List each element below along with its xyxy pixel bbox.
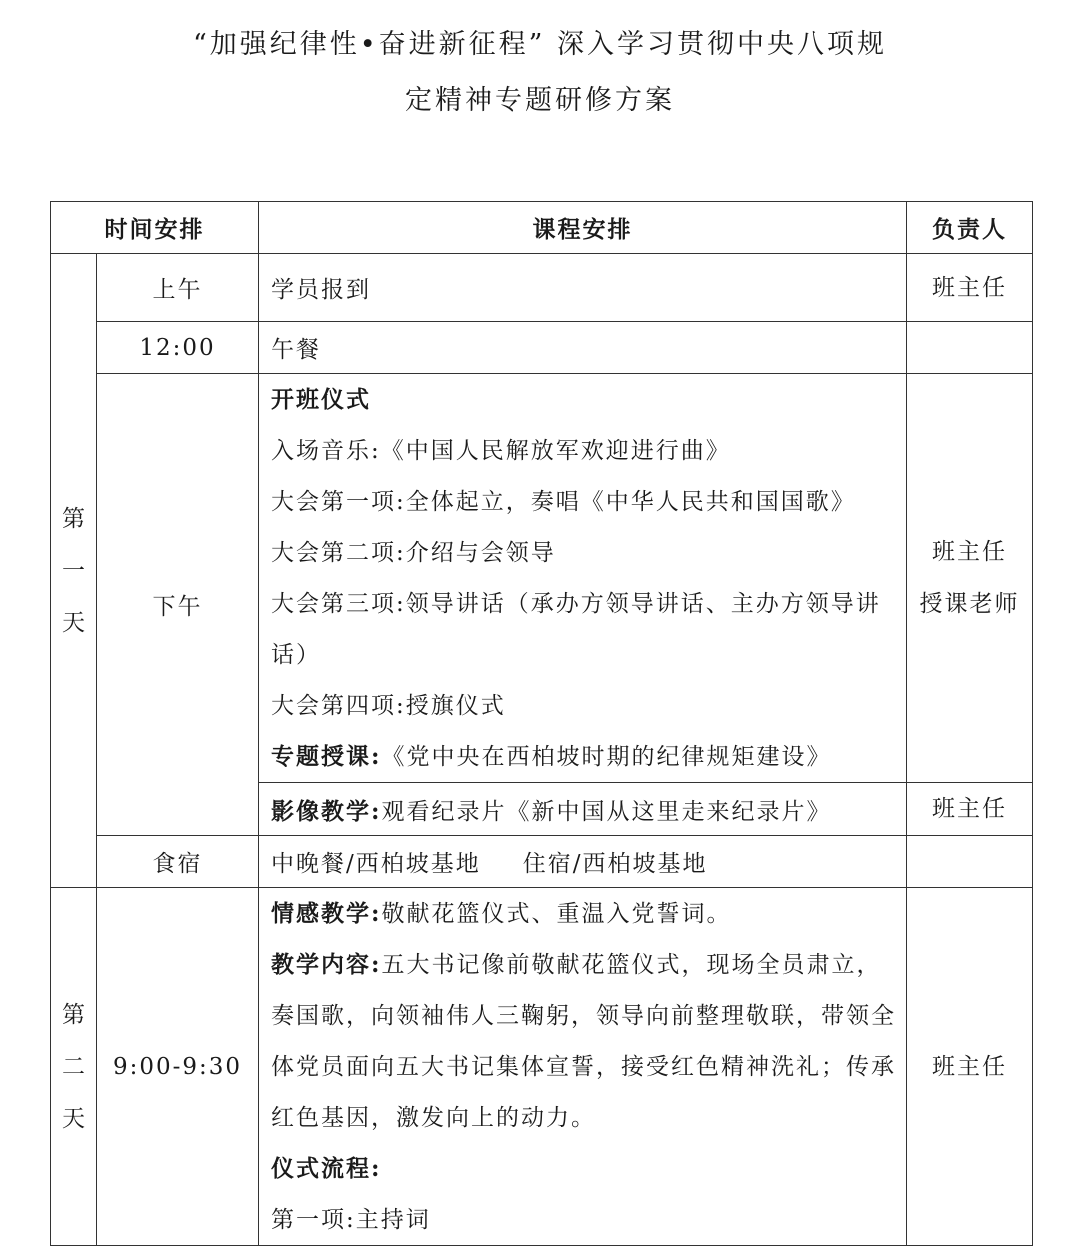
table-row bbox=[51, 374, 1033, 783]
course-cell bbox=[259, 374, 907, 783]
time-cell: 食宿 bbox=[97, 836, 259, 888]
time-cell: 9:00-9:30 bbox=[97, 888, 259, 1246]
course-line: 大会第三项:领导讲话（承办方领导讲话、主办方领导讲 bbox=[271, 591, 881, 617]
schedule-table bbox=[50, 201, 1033, 1246]
course-line: 体党员面向五大书记集体宣誓，接受红色精神洗礼；传承 bbox=[271, 1054, 896, 1080]
course-cell: 学员报到 bbox=[259, 254, 907, 322]
course-cell: 中晚餐/西柏坡基地 住宿/西柏坡基地 bbox=[259, 836, 907, 888]
responsible-cell bbox=[907, 836, 1033, 888]
course-line: 大会第二项:介绍与会领导 bbox=[271, 540, 556, 566]
time-cell: 12:00 bbox=[97, 322, 259, 374]
document-title-line-2: 定精神专题研修方案 bbox=[405, 85, 675, 116]
course-line: 奏国歌，向领袖伟人三鞠躬，领导向前整理敬联，带领全 bbox=[271, 1003, 896, 1029]
responsible-cell: 班主任 bbox=[907, 783, 1033, 836]
responsible-cell: 班主任 bbox=[907, 254, 1033, 322]
course-cell bbox=[259, 888, 907, 1246]
table-row bbox=[51, 322, 1033, 374]
course-line: 大会第四项:授旗仪式 bbox=[271, 693, 506, 719]
responsible-cell bbox=[907, 322, 1033, 374]
table-row bbox=[51, 836, 1033, 888]
course-line: 入场音乐:《中国人民解放军欢迎进行曲》 bbox=[271, 438, 731, 464]
table-header-row bbox=[51, 202, 1033, 254]
time-cell: 上午 bbox=[97, 254, 259, 322]
document-title-line-1: “加强纪律性•奋进新征程” 深入学习贯彻中央八项规 bbox=[192, 29, 888, 60]
course-line: 话） bbox=[271, 642, 321, 668]
day-1-label: 第 一 天 bbox=[51, 254, 97, 888]
course-line: 开班仪式 bbox=[271, 386, 371, 413]
course-line: 情感教学:敬献花篮仪式、重温入党誓词。 bbox=[271, 900, 732, 927]
course-line: 教学内容:五大书记像前敬献花篮仪式，现场全员肃立， bbox=[271, 951, 882, 978]
course-line: 红色基因，激发向上的动力。 bbox=[271, 1105, 596, 1131]
course-line: 第一项:主持词 bbox=[271, 1207, 431, 1233]
header-time: 时间安排 bbox=[51, 202, 259, 254]
table-row bbox=[51, 254, 1033, 322]
course-cell: 影像教学:观看纪录片《新中国从这里走来纪录片》 bbox=[259, 783, 907, 836]
course-line: 仪式流程: bbox=[271, 1155, 382, 1182]
course-line: 大会第一项:全体起立，奏唱《中华人民共和国国歌》 bbox=[271, 489, 856, 515]
time-cell: 下午 bbox=[97, 374, 259, 836]
header-responsible: 负责人 bbox=[907, 202, 1033, 254]
course-line: 专题授课:《党中央在西柏坡时期的纪律规矩建设》 bbox=[271, 743, 832, 770]
course-cell: 午餐 bbox=[259, 322, 907, 374]
responsible-cell: 班主任 授课老师 bbox=[907, 374, 1033, 783]
responsible-cell: 班主任 bbox=[907, 888, 1033, 1246]
header-course: 课程安排 bbox=[259, 202, 907, 254]
table-row bbox=[51, 888, 1033, 1246]
day-2-label: 第 二 天 bbox=[51, 888, 97, 1246]
